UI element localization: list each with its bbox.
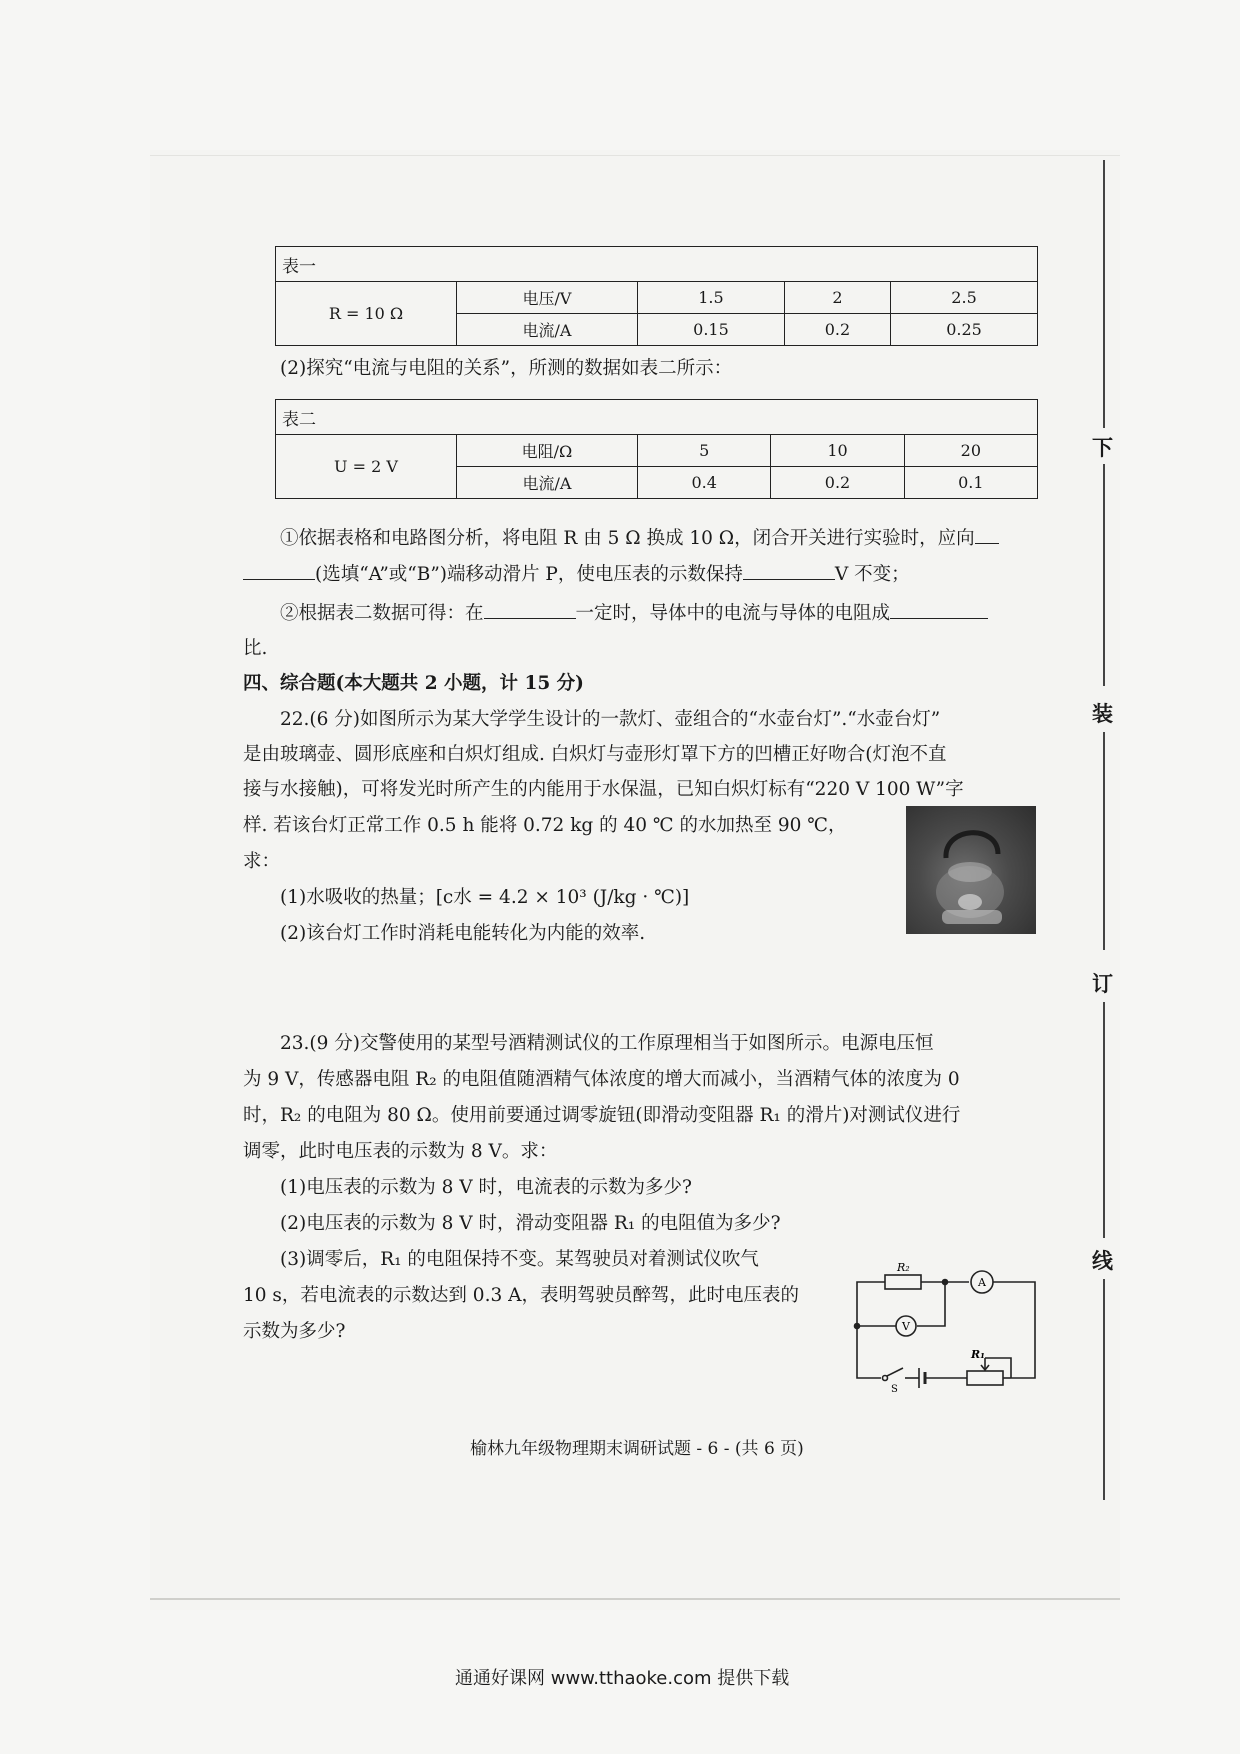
q2-1-text: (选填“A”或“B”)端移动滑片 P，使电压表的示数保持 [315,564,743,585]
table-cell: 电流/A [457,467,638,499]
table-cell: 2 [784,282,890,314]
q22-line: 样. 若该台灯正常工作 0.5 h 能将 0.72 kg 的 40 ℃ 的水加热至 90 ℃， [243,815,847,836]
answer-blank[interactable] [243,561,315,580]
table-cell: 0.4 [638,467,771,499]
voltmeter-label: V [902,1320,910,1333]
q22-sub1: (1)水吸收的热量；[c水 = 4.2 × 10³ (J/kg · ℃)] [280,887,690,908]
q2-2-text: ②根据表二数据可得：在 [280,603,484,624]
q2-1-text: V 不变； [834,564,910,585]
table-row [276,435,1038,467]
answer-blank[interactable] [484,600,576,619]
table-cell: 0.2 [771,467,904,499]
binding-line [1103,464,1105,686]
q2-1-line1 [280,525,999,551]
q2-1-line2 [243,561,910,587]
teapot-lamp-photo [906,806,1036,934]
table-cell: 0.15 [638,314,785,346]
q22-line: 求： [243,851,281,872]
table-cell: 2.5 [891,282,1038,314]
q23-sub2: (2)电压表的示数为 8 V 时，滑动变阻器 R₁ 的电阻值为多少? [280,1213,781,1234]
binding-line [1103,160,1105,428]
top-rule [150,155,1120,156]
answer-blank[interactable] [743,561,835,580]
q22-line: 22.(6 分)如图所示为某大学学生设计的一款灯、壶组合的“水壶台灯”.“水壶台灯” [280,709,941,730]
table-cell: 电阻/Ω [457,435,638,467]
table-cell: 电流/A [457,314,638,346]
table-cell: 1.5 [638,282,785,314]
download-footer[interactable]: 通通好课网 www.tthaoke.com 提供下载 [455,1668,790,1689]
q23-line: 23.(9 分)交警使用的某型号酒精测试仪的工作原理相当于如图所示。电源电压恒 [280,1033,934,1054]
q22-sub2: (2)该台灯工作时消耗电能转化为内能的效率. [280,923,646,944]
table-cell: 0.25 [891,314,1038,346]
q2-intro: (2)探究“电流与电阻的关系”，所测的数据如表二所示： [280,358,733,379]
q22-line: 是由玻璃壶、圆形底座和白炽灯组成. 白炽灯与壶形灯罩下方的凹槽正好吻合(灯泡不直 [243,744,947,765]
q23-line: 时，R₂ 的电阻为 80 Ω。使用前要通过调零旋钮(即滑动变阻器 R₁ 的滑片)对测试仪进行 [243,1105,961,1126]
page-footer: 榆林九年级物理期末调研试题 - 6 - (共 6 页) [470,1439,804,1459]
q2-2-end: 比. [243,638,268,659]
q2-1-text: ①依据表格和电路图分析，将电阻 R 由 5 Ω 换成 10 Ω，闭合开关进行实验时，应向 [280,528,975,549]
q23-sub3-line: 示数为多少? [243,1321,346,1342]
q23-sub3-line: (3)调零后，R₁ 的电阻保持不变。某驾驶员对着测试仪吹气 [280,1249,759,1270]
table-two-condition: U = 2 V [276,435,457,499]
circuit-diagram [845,1258,1045,1393]
q23-line: 调零，此时电压表的示数为 8 V。求： [243,1141,558,1162]
answer-blank[interactable] [890,600,988,619]
table-cell: 电压/V [457,282,638,314]
footer-rule [150,1598,1120,1600]
q22-line: 接与水接触)，可将发光时所产生的内能用于水保温，已知白炽灯标有“220 V 100 W”字 [243,779,964,800]
q23-sub3-line: 10 s，若电流表的示数达到 0.3 A，表明驾驶员醉驾，此时电压表的 [243,1285,799,1306]
binding-char: 装 [1092,701,1113,726]
teapot-icon [906,806,1036,934]
q2-2-text: 一定时，导体中的电流与导体的电阻成 [575,603,891,624]
table-cell: 0.1 [904,467,1037,499]
q23-sub1: (1)电压表的示数为 8 V 时，电流表的示数为多少? [280,1177,692,1198]
binding-line [1103,1279,1105,1500]
answer-blank[interactable] [975,525,999,544]
binding-char: 线 [1092,1248,1113,1273]
table-cell: 0.2 [784,314,890,346]
r2-label: R₂ [897,1261,910,1274]
q2-2-line [280,600,988,626]
table-one-condition: R = 10 Ω [276,282,457,346]
ammeter-label: A [978,1276,986,1289]
table-cell: 10 [771,435,904,467]
binding-line [1103,1002,1105,1238]
binding-char: 下 [1092,435,1113,460]
binding-line [1103,732,1105,950]
switch-label: S [891,1384,898,1393]
table-one [275,246,1038,346]
table-two [275,399,1038,499]
binding-char: 订 [1092,971,1113,996]
switch-icon [883,1376,888,1381]
table-cell: 5 [638,435,771,467]
r1-label: R₁ [971,1348,985,1361]
section-heading: 四、综合题(本大题共 2 小题，计 15 分) [243,673,584,694]
table-cell: 20 [904,435,1037,467]
table-row [276,282,1038,314]
table-one-title: 表一 [276,247,1038,282]
rheostat-r1 [967,1371,1003,1385]
table-two-title: 表二 [276,400,1038,435]
resistor-r2 [885,1275,921,1289]
q23-line: 为 9 V，传感器电阻 R₂ 的电阻值随酒精气体浓度的增大而减小，当酒精气体的浓度为 0 [243,1069,960,1090]
